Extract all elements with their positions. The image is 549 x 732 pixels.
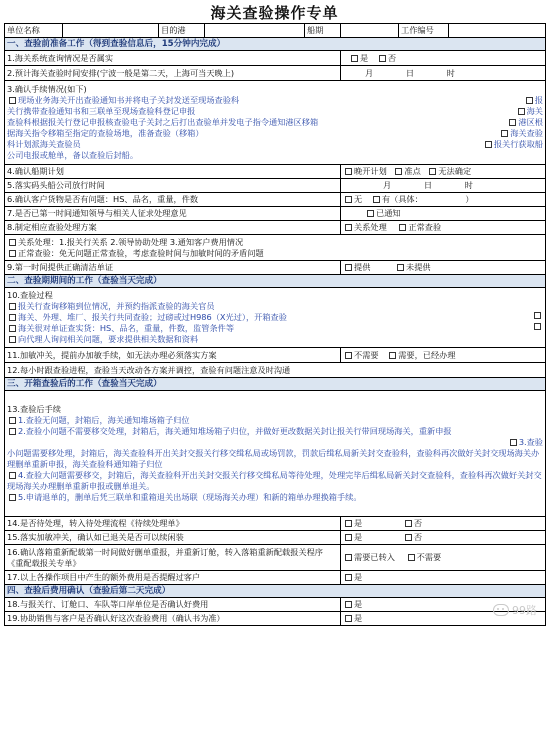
row-8-options: 关系处理 正常查验 <box>341 221 546 235</box>
row-10: 10.查验过程 报关行查询移箱到位情况，并预约指派查验的海关官员 海关、外理、堆厂、报关行共同查验；过磅或过H986（X光过），开箱查验 海关很对单证查实货：HS、品名，重量，件数，监管条件等 向代理人询问相关问题，要求提供相关数据和资料 <box>5 288 546 348</box>
row-7 <box>5 207 546 221</box>
chat-bubble-icon <box>493 604 509 616</box>
row-8 <box>5 221 546 235</box>
row-6-options: 无 有（具体： ） <box>341 193 546 207</box>
row-15-label: 15.落实加敏冲关，确认如已退关是否可以续闲装 <box>5 531 341 545</box>
row-9-options: 提供 未提供 <box>341 261 546 275</box>
row-6-label: 6.确认客户货物是否有问题：HS、品名，重量，件数 <box>5 193 341 207</box>
row-2 <box>5 66 546 81</box>
row-11-options: 不需要 需要，已经办理 <box>341 348 546 363</box>
row-4 <box>5 165 546 179</box>
row-18-label: 18.与报关行、订舱口、车队等口岸单位是否确认好费用 <box>5 598 341 612</box>
row-9-label: 9.第一时间提供正确清洁单证 <box>5 261 341 275</box>
destination-value[interactable] <box>205 24 305 38</box>
section-1-title: 一、查验前准备工作（得到查验信息后，15分钟内完成） <box>5 38 546 51</box>
row-4-options: 晚开计划 准点 无法确定 <box>341 165 546 179</box>
row-11 <box>5 348 546 363</box>
row-5-label: 5.落实码头船公司放行时间 <box>5 179 341 193</box>
row-19-options: 是 <box>341 612 546 626</box>
work-no-value[interactable] <box>449 24 546 38</box>
header-row <box>5 24 546 38</box>
row-1-label: 1.海关系统查询情况是否属实 <box>5 51 341 66</box>
row-11-label: 11.加敏冲关，提前办加敏手续，如无法办理必须落实方案 <box>5 348 341 363</box>
no-checkbox[interactable] <box>379 55 386 62</box>
row-18-options: 是 <box>341 598 546 612</box>
destination-label: 目的港 <box>159 24 205 38</box>
row-1 <box>5 51 546 66</box>
row-8-detail: 关系处理：1.报关行关系 2.领导协助处理 3.通知客户费用情况 正常查验：免无问题正常查验，考虑查验时间与加敏时间的矛盾问题 <box>5 235 546 261</box>
row-16-label: 16.确认落箱重新配载第一时间做好删单重报，并重新订舱，转入落箱重新配载报关程序《重配载报关专单》 <box>5 545 341 571</box>
row-13: 13.查验后手续 1.查验无问题，封箱后，海关通知堆场箱子归位 2.查验小问题不需要移交处理，封箱后，海关通知堆场箱子归位，并做好更改数据关封让报关行带回现场海关，重新申报 3.查验 小问题需要移处理，封箱后，海关查验科开出关封交报关行移交缉私局或场罚款，罚款后缉私局新关封交查验科，查验科再次做好关封交现场海关办理删单重新申报，海关查验科通知箱子归位 4.查验大问题需要移交，封箱后，海关查验科开出关封交报关行移交缉私局等待处理，处理完毕后缉私局新关封交查验科，查验科再次做好关封交现场海关办理删单重新申报或删单退关。 5.申请退单的，删单后凭三联单和重箱退关出场联（现场海关办理）和新的箱单办理换箱手续。 <box>5 391 546 517</box>
row-17-options: 是 <box>341 571 546 585</box>
row-16-options: 需要已转入 不需要 <box>341 545 546 571</box>
row-5 <box>5 179 546 193</box>
section-2-title: 二、查验期期间的工作（查验当天完成） <box>5 275 546 288</box>
watermark: 99路 <box>493 602 537 618</box>
unit-name-value[interactable] <box>63 24 159 38</box>
vessel-label: 船期 <box>305 24 341 38</box>
row-2-datetime[interactable]: 月 日 时 <box>341 66 546 81</box>
row-19-label: 19.协助销售与客户是否确认好这次查验费用（确认书为准） <box>5 612 341 626</box>
row-17 <box>5 571 546 585</box>
form-page <box>4 3 545 626</box>
row-15 <box>5 531 546 545</box>
row-14 <box>5 517 546 531</box>
row-17-label: 17.以上各操作项目中产生的额外费用是否提醒过客户 <box>5 571 341 585</box>
row-6 <box>5 193 546 207</box>
section-3-title: 三、开箱查验后的工作（查验当天完成） <box>5 378 546 391</box>
row-1-options: 是 否 <box>341 51 546 66</box>
inspection-form-table <box>4 23 546 626</box>
unit-name-label: 单位名称 <box>5 24 63 38</box>
row-2-label: 2.预计海关查验时间安排(宁波一般是第二天，上海可当天晚上) <box>5 66 341 81</box>
row-15-options: 是 否 <box>341 531 546 545</box>
row-7-label: 7.是否已第一时间通知领导与相关人征求处理意见 <box>5 207 341 221</box>
work-no-label: 工作编号 <box>399 24 449 38</box>
row-8-label: 8.制定相应查验处理方案 <box>5 221 341 235</box>
row-12: 12.每小时跟查验进程，查验当天改动各方案并调控，查验有问题注意及时沟通 <box>5 363 546 378</box>
row-4-label: 4.确认船期计划 <box>5 165 341 179</box>
row-19 <box>5 612 546 626</box>
vessel-value[interactable] <box>341 24 399 38</box>
row-16 <box>5 545 546 571</box>
row-14-options: 是 否 <box>341 517 546 531</box>
row-3-procedure: 3.确认手续情况(如下) 现场业务海关开出查验通知书并将电子关封发送至现场查验科 报 关行携带查验通知书和三联单至现场查验科登记申报 海关 查验科根据报关行登记申报核查验电子关封之后打出查验单并发电子指令通知港区移箱 港区根 据海关指令移箱至指定的查验场地，准备查验（移箱） 海关查验 科计划派海关查验员 报关行获取船 公司电报或舱单，备以查验后封船。 <box>5 81 546 165</box>
row-18 <box>5 598 546 612</box>
procedure-checkbox[interactable] <box>9 97 16 104</box>
yes-checkbox[interactable] <box>351 55 358 62</box>
section-4-title: 四、查验后费用确认（查验后第二天完成） <box>5 585 546 598</box>
row-5-datetime[interactable]: 月 日 时 <box>341 179 546 193</box>
row-3 <box>5 81 546 165</box>
row-7-options: 已通知 <box>341 207 546 221</box>
page-title: 海关查验操作专单 <box>210 4 339 22</box>
row-9 <box>5 261 546 275</box>
row-14-label: 14.是否待处理，转入待处理流程《待续处理单》 <box>5 517 341 531</box>
